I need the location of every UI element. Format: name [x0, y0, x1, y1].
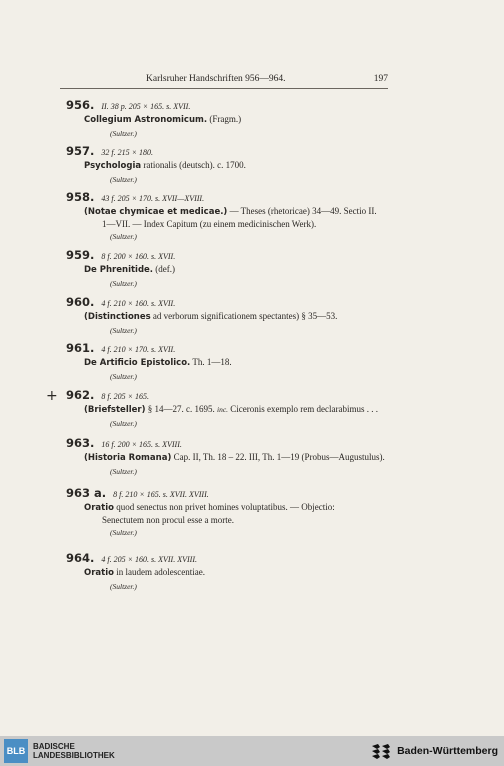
entry-meta: 4 f. 210 × 160. s. XVII.	[101, 299, 176, 308]
entry-text: in laudem adolescentiae.	[113, 567, 205, 577]
entry-provenance: (Sultzer.)	[110, 418, 137, 428]
entry-number: 963.	[66, 436, 95, 450]
entry-text-continued: Senectutem non procul esse a morte.	[102, 514, 234, 525]
entry-text-continued: 1—VII. — Index Capitum (zu einem medicinischen Werk).	[102, 218, 317, 229]
entry-meta: 32 f. 215 × 180.	[101, 148, 153, 157]
margin-marker: +	[46, 388, 58, 404]
catalog-entry-962	[66, 388, 396, 429]
entry-number: 964.	[66, 551, 95, 565]
entry-provenance: (Sultzer.)	[110, 278, 137, 288]
entry-meta: 4 f. 210 × 170. s. XVII.	[101, 345, 176, 354]
entry-provenance: (Sultzer.)	[110, 128, 137, 138]
region-name: Baden-Württemberg	[397, 745, 498, 757]
entry-number: 962.	[66, 388, 95, 402]
entry-number: 961.	[66, 341, 95, 355]
catalog-entry-958	[66, 190, 396, 242]
entry-meta: 43 f. 205 × 170. s. XVII—XVIII.	[101, 194, 205, 203]
lions-crest-icon	[370, 743, 392, 759]
entry-meta: 8 f. 210 × 165. s. XVII. XVIII.	[113, 490, 209, 499]
entry-title: Oratio	[84, 503, 114, 513]
entry-text: ad verborum significationem spectantes) § 35—53.	[150, 311, 338, 321]
library-name: BADISCHE LANDESBIBLIOTHEK	[33, 742, 115, 760]
catalog-entry-964	[66, 551, 396, 592]
entry-incipit: Ciceronis exemplo rem declarabimus . . .	[228, 404, 379, 414]
entry-provenance: (Sultzer.)	[110, 466, 137, 476]
page-number: 197	[373, 74, 388, 84]
entry-meta: 4 f. 205 × 160. s. XVII. XVIII.	[101, 555, 197, 564]
catalog-entry-961	[66, 341, 396, 382]
entry-number: 959.	[66, 248, 95, 262]
catalog-entry-960	[66, 295, 396, 336]
entry-meta: 16 f. 200 × 165. s. XVIII.	[101, 440, 182, 449]
entry-provenance: (Sultzer.)	[110, 528, 137, 537]
entry-title: De Phrenitide.	[84, 265, 154, 275]
entry-number: 963 a.	[66, 486, 107, 500]
entry-meta: 8 f. 200 × 160. s. XVII.	[101, 252, 176, 261]
viewer-footer	[0, 736, 504, 766]
entry-text: quod senectus non privet homines voluptatibus. — Objectio:	[113, 502, 335, 512]
entry-title: (Distinctiones	[84, 312, 151, 322]
catalog-entry-957	[66, 144, 396, 185]
catalog-entry-963	[66, 436, 396, 477]
entry-meta: 8 f. 205 × 165.	[101, 392, 149, 401]
catalog-entry-963a	[66, 486, 396, 538]
entry-title: (Historia Romana)	[84, 453, 172, 463]
entry-meta: II. 38 p. 205 × 165. s. XVII.	[101, 102, 191, 111]
entry-title: Collegium Astronomicum.	[84, 115, 208, 125]
entry-title: De Artificio Epistolico.	[84, 358, 191, 368]
entry-number: 958.	[66, 190, 95, 204]
entry-title: Psychologia	[84, 161, 142, 171]
incipit-mark: inc.	[217, 405, 229, 414]
entry-number: 957.	[66, 144, 95, 158]
header-rule	[60, 88, 388, 89]
entry-title: (Briefsteller)	[84, 405, 146, 415]
entry-text: rationalis (deutsch). c. 1700.	[141, 160, 246, 170]
entry-title: Oratio	[84, 568, 114, 578]
entry-text: Cap. II, Th. 18 – 22. III, Th. 1—19 (Probus—Augustulus).	[171, 452, 385, 462]
catalog-entry-956	[66, 98, 396, 139]
entry-title: (Notae chymicae et medicae.)	[84, 207, 228, 217]
blb-logo[interactable]: BLB	[4, 739, 28, 763]
entry-provenance: (Sultzer.)	[110, 232, 137, 241]
running-title: Karlsruher Handschriften 956—964.	[146, 74, 286, 84]
entry-text: Th. 1—18.	[190, 357, 232, 367]
entry-number: 960.	[66, 295, 95, 309]
entry-number: 956.	[66, 98, 95, 112]
entry-provenance: (Sultzer.)	[110, 581, 137, 591]
entry-text: (Fragm.)	[207, 114, 242, 124]
region-logo[interactable]	[370, 743, 498, 759]
catalog-entry-959	[66, 248, 396, 289]
entry-provenance: (Sultzer.)	[110, 325, 137, 335]
entry-text: (def.)	[153, 264, 176, 274]
entry-provenance: (Sultzer.)	[110, 371, 137, 381]
entry-text: § 14—27. c. 1695.	[145, 404, 217, 414]
entry-text: — Theses (rhetoricae) 34—49. Sectio II.	[227, 206, 377, 216]
entry-provenance: (Sultzer.)	[110, 174, 137, 184]
